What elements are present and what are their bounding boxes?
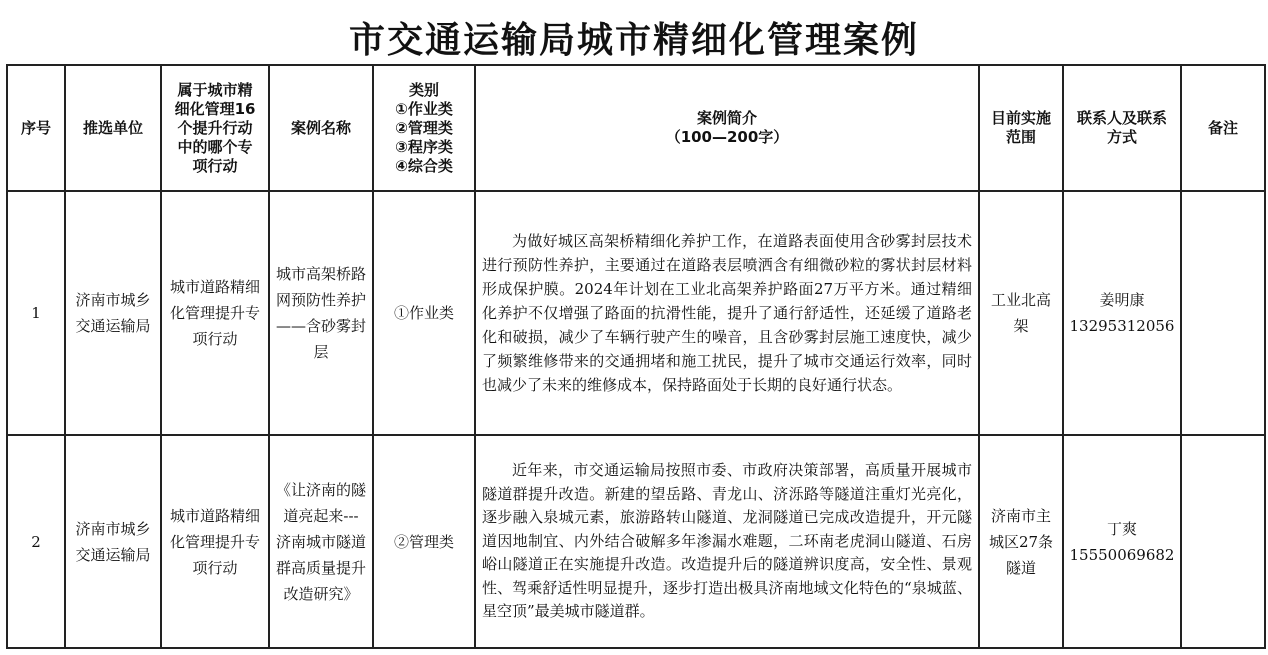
row-action: 城市道路精细化管理提升专项行动 bbox=[161, 191, 269, 435]
contact-phone: 15550069682 bbox=[1069, 545, 1175, 564]
row-scope: 济南市主城区27条隧道 bbox=[979, 435, 1063, 648]
table-row bbox=[7, 191, 1265, 435]
page-title: 市交通运输局城市精细化管理案例 bbox=[348, 19, 919, 61]
contact-name: 姜明康 bbox=[1099, 291, 1145, 309]
row-action: 城市道路精细化管理提升专项行动 bbox=[161, 435, 269, 648]
row-case-name: 城市高架桥路网预防性养护——含砂雾封层 bbox=[269, 191, 373, 435]
row-intro-cell bbox=[475, 435, 979, 648]
table-header-row bbox=[7, 65, 1265, 191]
row-seq: 1 bbox=[7, 191, 65, 435]
row-intro-cell bbox=[475, 191, 979, 435]
row-intro: 为做好城区高架桥精细化养护工作，在道路表面使用含砂雾封层技术进行预防性养护，主要通过在道路表层喷洒含有细微砂粒的雾状封层材料形成保护膜。2024年计划在工业北高架养护路面27万平方米。通过精细化养护不仅增强了路面的抗滑性能，提升了通行舒适性，还延缓了道路老化和破损，减少了车辆行驶产生的噪音，且含砂雾封层施工速度快，减少了频繁维修带来的交通拥堵和施工扰民，提升了城市交通运行效率，同时也减少了未来的维修成本，保持路面处于长期的良好通行状态。 bbox=[482, 232, 972, 394]
header-intro: 案例简介 （100—200字） bbox=[475, 65, 979, 191]
header-contact: 联系人及联系方式 bbox=[1063, 65, 1181, 191]
table-row bbox=[7, 435, 1265, 648]
row-scope: 工业北高架 bbox=[979, 191, 1063, 435]
header-scope: 目前实施范围 bbox=[979, 65, 1063, 191]
row-contact bbox=[1063, 435, 1181, 648]
row-seq: 2 bbox=[7, 435, 65, 648]
header-name: 案例名称 bbox=[269, 65, 373, 191]
row-case-name: 《让济南的隧道亮起来---济南城市隧道群高质量提升改造研究》 bbox=[269, 435, 373, 648]
header-unit: 推选单位 bbox=[65, 65, 161, 191]
header-category: 类别 ①作业类 ②管理类 ③程序类 ④综合类 bbox=[373, 65, 475, 191]
contact-name: 丁爽 bbox=[1106, 519, 1137, 538]
row-category: ①作业类 bbox=[373, 191, 475, 435]
contact-phone: 13295312056 bbox=[1069, 317, 1175, 335]
header-seq: 序号 bbox=[7, 65, 65, 191]
header-remark: 备注 bbox=[1181, 65, 1265, 191]
row-contact bbox=[1063, 191, 1181, 435]
case-table bbox=[6, 64, 1266, 649]
row-remark bbox=[1181, 191, 1265, 435]
row-category: ②管理类 bbox=[373, 435, 475, 648]
row-remark bbox=[1181, 435, 1265, 648]
header-action: 属于城市精细化管理16个提升行动中的哪个专项行动 bbox=[161, 65, 269, 191]
row-unit: 济南市城乡交通运输局 bbox=[65, 435, 161, 648]
row-intro: 近年来，市交通运输局按照市委、市政府决策部署，高质量开展城市隧道群提升改造。新建的望岳路、青龙山、济泺路等隧道注重灯光亮化，逐步融入泉城元素，旅游路转山隧道、龙洞隧道已完成改造提升，开元隧道因地制宜、内外结合破解多年渗漏水难题，二环南老虎洞山隧道、石房峪山隧道正在实施提升改造。改造提升后的隧道辨识度高，安全性、景观性、驾乘舒适性明显提升，逐步打造出极具济南地域文化特色的“泉城蓝、星空顶”最美城市隧道群。 bbox=[482, 461, 972, 621]
row-unit: 济南市城乡交通运输局 bbox=[65, 191, 161, 435]
